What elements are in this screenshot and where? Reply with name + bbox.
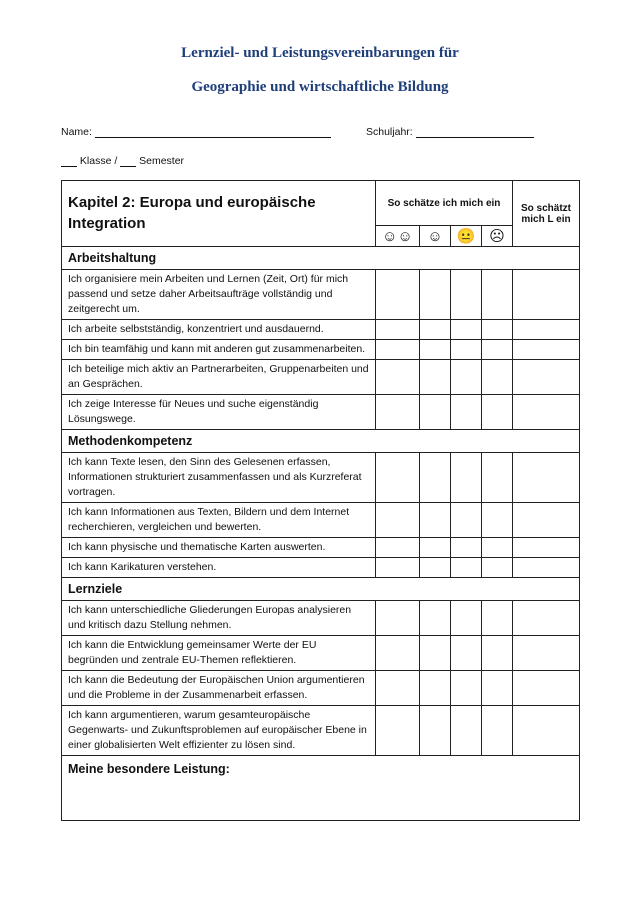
table-row [62,395,580,430]
self-rating-cell[interactable] [451,558,482,578]
self-rating-cell[interactable] [482,503,513,538]
klasse-input-line[interactable] [61,155,77,167]
self-rating-cell[interactable] [451,270,482,320]
teacher-rating-cell[interactable] [513,706,580,756]
self-rating-cell[interactable] [451,503,482,538]
self-rating-cell[interactable] [482,270,513,320]
name-label: Name: [61,126,92,138]
criterion-text: Ich beteilige mich aktiv an Partnerarbeiten, Gruppenarbeiten und an Gesprächen. [62,360,376,395]
criterion-text: Ich zeige Interesse für Neues und suche eigenständig Lösungswege. [62,395,376,430]
criterion-text: Ich kann die Entwicklung gemeinsamer Werte der EU begründen und zentrale EU-Themen reflektieren. [62,636,376,671]
table-row [62,320,580,340]
self-rating-cell[interactable] [420,636,451,671]
teacher-rating-cell[interactable] [513,340,580,360]
name-input-line[interactable] [95,126,331,138]
self-rating-cell[interactable] [451,395,482,430]
self-rating-cell[interactable] [376,453,420,503]
teacher-assessment-header: So schätzt mich L ein [513,181,580,247]
self-rating-cell[interactable] [420,395,451,430]
criterion-text: Ich kann die Bedeutung der Europäischen Union argumentieren und die Probleme in der Zusammenarbeit erfassen. [62,671,376,706]
document-title-line-1: Lernziel- und Leistungsvereinbarungen für [181,45,459,61]
self-rating-cell[interactable] [482,636,513,671]
table-row [62,671,580,706]
self-rating-cell[interactable] [376,320,420,340]
self-assessment-table [61,180,580,821]
teacher-rating-cell[interactable] [513,270,580,320]
very-happy-face-icon: ☺☺ [376,226,420,247]
chapter-title: Kapitel 2: Europa und europäische Integration [62,181,376,247]
table-row [62,503,580,538]
criterion-text: Ich arbeite selbstständig, konzentriert und ausdauernd. [62,320,376,340]
happy-face-icon: ☺ [420,226,451,247]
self-rating-cell[interactable] [482,706,513,756]
sad-face-icon: ☹ [482,226,513,247]
self-rating-cell[interactable] [420,453,451,503]
self-rating-cell[interactable] [376,636,420,671]
table-row [62,636,580,671]
self-rating-cell[interactable] [482,601,513,636]
self-rating-cell[interactable] [451,453,482,503]
self-rating-cell[interactable] [482,395,513,430]
teacher-rating-cell[interactable] [513,453,580,503]
teacher-rating-cell[interactable] [513,395,580,430]
table-row [62,706,580,756]
section-title: Lernziele [62,578,580,601]
section-title: Arbeitshaltung [62,247,580,270]
self-rating-cell[interactable] [420,320,451,340]
table-row [62,360,580,395]
teacher-rating-cell[interactable] [513,538,580,558]
schuljahr-label: Schuljahr: [366,126,413,138]
neutral-face-icon: 😐 [451,226,482,247]
self-rating-cell[interactable] [482,671,513,706]
self-rating-cell[interactable] [376,360,420,395]
self-rating-cell[interactable] [451,601,482,636]
self-rating-cell[interactable] [451,340,482,360]
criterion-text: Ich kann unterschiedliche Gliederungen Europas analysieren und kritisch dazu Stellung nehmen. [62,601,376,636]
teacher-rating-cell[interactable] [513,360,580,395]
semester-label: Semester [139,155,185,167]
self-rating-cell[interactable] [376,706,420,756]
self-rating-cell[interactable] [451,636,482,671]
self-rating-cell[interactable] [420,538,451,558]
teacher-rating-cell[interactable] [513,320,580,340]
self-rating-cell[interactable] [451,538,482,558]
teacher-rating-cell[interactable] [513,558,580,578]
self-rating-cell[interactable] [376,601,420,636]
table-row [62,601,580,636]
self-rating-cell[interactable] [420,503,451,538]
self-rating-cell[interactable] [451,671,482,706]
table-row [62,270,580,320]
self-rating-cell[interactable] [482,340,513,360]
self-rating-cell[interactable] [420,706,451,756]
klasse-label: Klasse / [79,155,118,167]
document-title-line-2: Geographie und wirtschaftliche Bildung [191,79,449,95]
self-rating-cell[interactable] [420,558,451,578]
self-rating-cell[interactable] [451,706,482,756]
self-rating-cell[interactable] [376,270,420,320]
table-row [62,538,580,558]
criterion-text: Ich kann Informationen aus Texten, Bildern und dem Internet recherchieren, vergleichen und bewerten. [62,503,376,538]
special-achievement-field[interactable]: Meine besondere Leistung: [62,756,580,821]
teacher-rating-cell[interactable] [513,671,580,706]
self-rating-cell[interactable] [420,270,451,320]
self-rating-cell[interactable] [482,453,513,503]
self-rating-cell[interactable] [482,538,513,558]
teacher-rating-cell[interactable] [513,503,580,538]
self-rating-cell[interactable] [420,671,451,706]
criterion-text: Ich organisiere mein Arbeiten und Lernen (Zeit, Ort) für mich passend und setze daher Arbeitsaufträge vollständig und zeitgerecht um. [62,270,376,320]
section-title: Methodenkompetenz [62,430,580,453]
criterion-text: Ich kann Karikaturen verstehen. [62,558,376,578]
self-rating-cell[interactable] [376,538,420,558]
self-rating-cell[interactable] [420,360,451,395]
teacher-rating-cell[interactable] [513,636,580,671]
criterion-text: Ich bin teamfähig und kann mit anderen gut zusammenarbeiten. [62,340,376,360]
self-rating-cell[interactable] [482,558,513,578]
name-field [61,126,331,138]
self-rating-cell[interactable] [376,340,420,360]
self-rating-cell[interactable] [420,340,451,360]
self-rating-cell[interactable] [420,601,451,636]
schuljahr-input-line[interactable] [416,126,534,138]
table-row [62,340,580,360]
self-rating-cell[interactable] [376,558,420,578]
self-rating-cell[interactable] [376,671,420,706]
self-rating-cell[interactable] [376,503,420,538]
table-row [62,453,580,503]
self-rating-cell[interactable] [451,320,482,340]
self-assessment-header: So schätze ich mich ein [376,181,513,226]
klasse-semester-field [61,155,184,167]
criterion-text: Ich kann physische und thematische Karten auswerten. [62,538,376,558]
teacher-rating-cell[interactable] [513,601,580,636]
criterion-text: Ich kann argumentieren, warum gesamteuropäische Gegenwarts- und Zukunftsproblemen auf europäischer Ebene in einer globalisierten Welt effizienter zu lösen sind. [62,706,376,756]
semester-input-line[interactable] [120,155,136,167]
self-rating-cell[interactable] [482,320,513,340]
table-row [62,558,580,578]
self-rating-cell[interactable] [451,360,482,395]
criterion-text: Ich kann Texte lesen, den Sinn des Gelesenen erfassen, Informationen strukturiert zusammenfassen und als Kurzreferat vortragen. [62,453,376,503]
self-rating-cell[interactable] [482,360,513,395]
self-rating-cell[interactable] [376,395,420,430]
schuljahr-field [366,126,534,138]
